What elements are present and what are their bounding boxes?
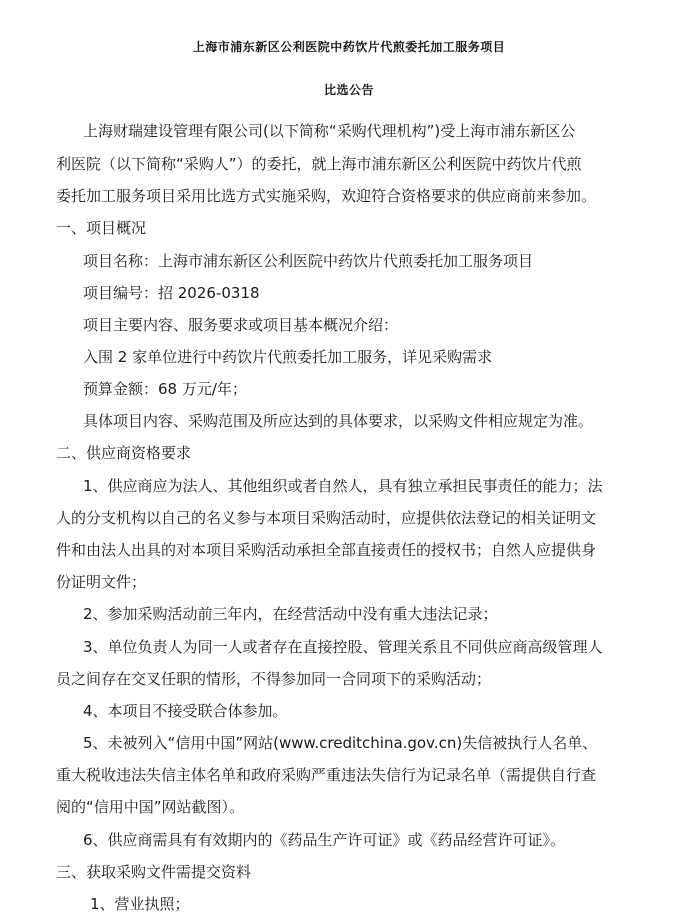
requirement-1-line-4: 份证明文件； (56, 573, 147, 591)
requirement-5-line-2: 重大税收违法失信主体名单和政府采购严重违法失信行为记录名单（需提供自行查 (56, 766, 597, 784)
requirement-3-line-1: 3、单位负责人为同一人或者存在直接控股、管理关系且不同供应商高级管理人 (83, 638, 603, 656)
requirement-4: 4、本项目不接受联合体参加。 (83, 702, 288, 720)
project-name: 项目名称：上海市浦东新区公利医院中药饮片代煎委托加工服务项目 (83, 252, 534, 270)
section1-heading: 一、项目概况 (56, 219, 147, 237)
budget-amount: 预算金额：68 万元/年； (83, 380, 247, 398)
project-number: 项目编号：招 2026-0318 (83, 284, 260, 302)
requirement-6: 6、供应商需具有有效期内的《药品生产许可证》或《药品经营许可证》。 (83, 831, 566, 849)
document-subtitle: 比选公告 (323, 83, 374, 97)
intro-line-2: 利医院（以下简称“采购人”）的委托，就上海市浦东新区公利医院中药饮片代煎 (56, 155, 582, 173)
requirement-1-line-2: 人的分支机构以自己的名义参与本项目采购活动时，应提供依法登记的相关证明文 (56, 509, 597, 527)
intro-line-1: 上海财瑞建设管理有限公司(以下简称“采购代理机构”)受上海市浦东新区公 (83, 122, 576, 140)
section3-heading: 三、获取采购文件需提交资料 (56, 863, 252, 881)
project-content: 入围 2 家单位进行中药饮片代煎委托加工服务，详见采购需求 (83, 348, 493, 366)
submission-item-1: 1、营业执照； (90, 895, 190, 913)
project-overview-label: 项目主要内容、服务要求或项目基本概况介绍： (83, 316, 399, 334)
document-title: 上海市浦东新区公利医院中药饮片代煎委托加工服务项目 (192, 40, 506, 54)
requirement-1-line-1: 1、供应商应为法人、其他组织或者自然人，具有独立承担民事责任的能力；法 (83, 477, 603, 495)
requirement-1-line-3: 件和由法人出具的对本项目采购活动承担全部直接责任的授权书；自然人应提供身 (56, 541, 597, 559)
section2-heading: 二、供应商资格要求 (56, 444, 192, 462)
requirement-2: 2、参加采购活动前三年内，在经营活动中没有重大违法记录； (83, 605, 498, 623)
project-scope-note: 具体项目内容、采购范围及所应达到的具体要求，以采购文件相应规定为准。 (83, 412, 594, 430)
requirement-5-line-3: 阅的“信用中国”网站截图）。 (56, 798, 245, 816)
intro-line-3: 委托加工服务项目采用比选方式实施采购，欢迎符合资格要求的供应商前来参加。 (56, 187, 597, 205)
requirement-5-line-1: 5、未被列入“信用中国”网站(www.creditchina.gov.cn)失信被执行人名单、 (83, 734, 598, 752)
requirement-3-line-2: 员之间存在交叉任职的情形，不得参加同一合同项下的采购活动； (56, 670, 492, 688)
